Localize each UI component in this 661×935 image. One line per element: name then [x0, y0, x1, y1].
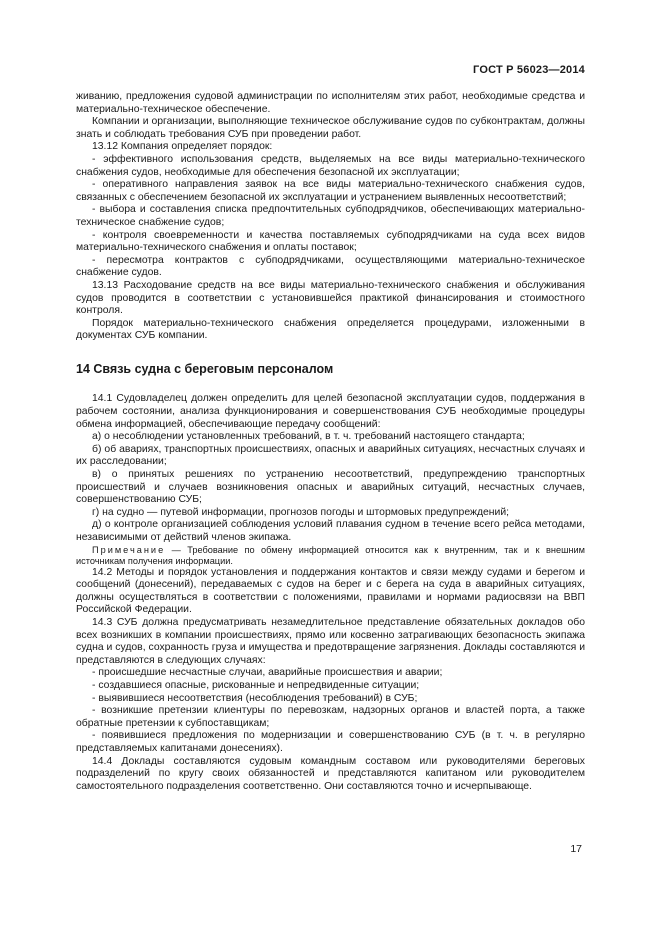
list-item: - возникшие претензии клиентуры по перевозкам, надзорных органов и властей порта, а также обратные претензии к субпоставщикам;	[76, 705, 585, 729]
note	[76, 545, 585, 567]
list-item: - выбора и составления списка предпочтительных субподрядчиков, обеспечивающих материально-техническое снабжение судов;	[76, 204, 585, 228]
note-label: Примечание	[92, 544, 166, 555]
list-item: - происшедшие несчастные случаи, аварийные происшествия и аварии;	[92, 667, 443, 679]
note-text: — Требование по обмену информацией относится как к внутренним, так и к внешним источникам получения информации.	[76, 544, 585, 566]
list-item: в) о принятых решениях по устранению несоответствий, предупреждению транспортных происшествий и случаев возникновения опасных и аварийных ситуаций, несчастных случаев, совершенствованию СУБ;	[76, 469, 585, 506]
list-item: д) о контроле организацией соблюдения условий плавания судном в течение всего рейса методами, независимыми от действий членов экипажа.	[76, 519, 585, 543]
paragraph: Компании и организации, выполняющие техническое обслуживание судов по субконтрактам, должны знать и соблюдать требования СУБ при проведении работ.	[76, 116, 585, 140]
clause-13-12: 13.12 Компания определяет порядок:	[92, 141, 273, 153]
clause-14-1: 14.1 Судовладелец должен определить для целей безопасной эксплуатации судов, поддержания в рабочем состоянии, анализа функционирования и совершенствования СУБ необходимые процедуры обмена информацией, обеспечивающие передачу сообщений:	[76, 393, 585, 430]
clause-14-2: 14.2 Методы и порядок установления и поддержания контактов и связи между судами и берегом и сообщений (донесений), передаваемых с судов на берег и с берега на суда в аварийных ситуациях, должны осуществляться в соответствии с положениями, правилами и нормами радиосвязи на ВВП Российской Федерации.	[76, 566, 585, 616]
list-item: - появившиеся предложения по модернизации и совершенствованию СУБ (в т. ч. в регулярно представляемых капитанами донесениях).	[76, 730, 585, 754]
list-item: - контроля своевременности и качества поставляемых субподрядчиками на суда всех видов материально-технического снабжения и оплаты поставок;	[76, 229, 585, 254]
document-code: ГОСТ Р 56023—2014	[473, 64, 585, 76]
list-item: - выявившиеся несоответствия (несоблюдения требований) в СУБ;	[92, 692, 418, 704]
clause-14-4: 14.4 Доклады составляются судовым командным составом или руководителями береговых подразделений по кругу своих обязанностей и представляются капитаном или руководителем самостоятельного подразделения соответственно. Они составляются точно и исчерпывающе.	[76, 755, 585, 792]
paragraph: Порядок материально-технического снабжения определяется процедурами, изложенными в документах СУБ компании.	[76, 317, 585, 342]
list-item: - оперативного направления заявок на все виды материально-технического снабжения судов, связанных с обеспечением безопасной их эксплуатации и устранением выявленных несоответствий;	[76, 179, 585, 203]
list-item: - создавшиеся опасные, рискованные и непредвиденные ситуации;	[92, 679, 420, 691]
document-body	[76, 91, 585, 793]
clause-14-3: 14.3 СУБ должна предусматривать незамедлительное представление обязательных докладов обо всех возникших в компании происшествиях, прямо или косвенно затрагивающих безопасность экипажа судна и судов, сохранность груза и имущества и предотвращение загрязнения. Доклады составляются и представляются в следующих случаях:	[76, 616, 585, 666]
list-item: г) на судно — путевой информации, прогнозов погоды и штормовых предупреждений;	[92, 506, 510, 518]
list-item: б) об авариях, транспортных происшествиях, опасных и аварийных ситуациях, несчастных случаях и их расследовании;	[76, 443, 585, 468]
clause-13-13: 13.13 Расходование средств на все виды материально-технического снабжения и обслуживания судов проводится в соответствии с установившейся практикой финансирования и стоимостного контроля.	[76, 279, 585, 317]
list-item: - пересмотра контрактов с субподрядчиками, осуществляющими материально-техническое снабжение судов.	[76, 254, 585, 279]
page-number: 17	[570, 843, 582, 855]
section-heading: 14 Связь судна с береговым персоналом	[76, 361, 334, 376]
list-item: а) о несоблюдении установленных требований, в т. ч. требований настоящего стандарта;	[92, 431, 525, 443]
paragraph: живанию, предложения судовой администрации по исполнителям этих работ, необходимые средства и материально-техническое обеспечение.	[76, 91, 585, 115]
list-item: - эффективного использования средств, выделяемых на все виды материально-технического снабжения судов, необходимые для обеспечения безопасной их эксплуатации;	[76, 153, 585, 178]
